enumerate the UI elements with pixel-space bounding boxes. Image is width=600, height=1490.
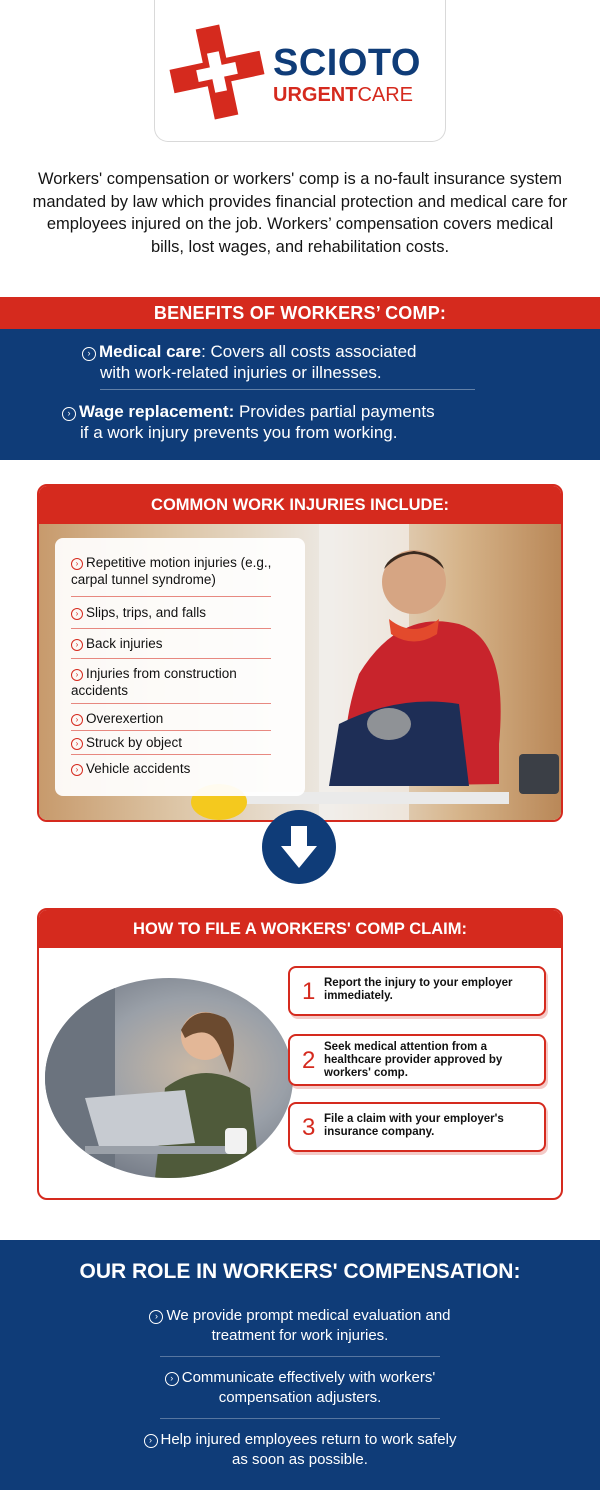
list-item: › Vehicle accidents <box>71 760 296 777</box>
medical-cross-icon <box>167 22 267 122</box>
divider <box>71 730 271 731</box>
injuries-card <box>37 484 563 822</box>
list-item: › Slips, trips, and falls <box>71 604 296 621</box>
divider <box>71 658 271 659</box>
injuries-list <box>55 538 305 796</box>
chevron-circle-icon: › <box>71 764 83 776</box>
chevron-circle-icon: › <box>165 1372 179 1386</box>
logo-name: SCIOTO <box>273 42 421 84</box>
chevron-circle-icon: › <box>82 347 96 361</box>
our-role-section <box>0 1240 600 1490</box>
down-arrow-icon <box>262 810 336 884</box>
list-item: › Communicate effectively with workers' compensation adjusters. <box>0 1368 600 1408</box>
claim-step-1: 1 Report the injury to your employer immediately. <box>288 966 546 1016</box>
divider <box>71 754 271 755</box>
list-item: › Injuries from construction accidents <box>71 666 237 698</box>
list-item: › Repetitive motion injuries (e.g., carpal tunnel syndrome) <box>71 555 272 587</box>
divider <box>160 1356 440 1357</box>
logo-subtitle: URGENTCARE <box>273 84 414 106</box>
divider <box>100 389 475 390</box>
list-item: › Back injuries <box>71 635 296 652</box>
benefits-heading: BENEFITS OF WORKERS’ COMP: <box>0 297 600 329</box>
divider <box>71 596 271 597</box>
list-item: › Help injured employees return to work safely as soon as possible. <box>0 1430 600 1470</box>
chevron-circle-icon: › <box>144 1434 158 1448</box>
list-item: › We provide prompt medical evaluation and treatment for work injuries. <box>0 1306 600 1346</box>
chevron-circle-icon: › <box>71 669 83 681</box>
chevron-circle-icon: › <box>71 608 83 620</box>
benefit-medical-care: › Medical care: Covers all costs associated with work-related injuries or illnesses. <box>82 341 502 383</box>
divider <box>160 1418 440 1419</box>
chevron-circle-icon: › <box>71 558 83 570</box>
chevron-circle-icon: › <box>62 407 76 421</box>
list-item: › Overexertion <box>71 710 296 727</box>
chevron-circle-icon: › <box>71 738 83 750</box>
benefit-wage-replacement: › Wage replacement: Provides partial payments if a work injury prevents you from working. <box>62 401 532 443</box>
claim-step-3: 3 File a claim with your employer's insurance company. <box>288 1102 546 1152</box>
chevron-circle-icon: › <box>149 1310 163 1324</box>
logo <box>154 0 446 142</box>
chevron-circle-icon: › <box>71 714 83 726</box>
chevron-circle-icon: › <box>71 639 83 651</box>
claim-step-2: 2 Seek medical attention from a healthcare provider approved by workers' comp. <box>288 1034 546 1086</box>
claim-card <box>37 908 563 1200</box>
benefits-panel <box>0 329 600 460</box>
divider <box>71 703 271 704</box>
injuries-heading: COMMON WORK INJURIES INCLUDE: <box>39 486 561 524</box>
intro-paragraph: Workers' compensation or workers' comp is a no-fault insurance system mandated by law which provides financial protection and medical care for employees injured on the job. Workers’ compensation covers medical bills, lost wages, and rehabilitation costs. <box>32 170 568 256</box>
role-heading: OUR ROLE IN WORKERS' COMPENSATION: <box>79 1260 521 1283</box>
claim-heading: HOW TO FILE A WORKERS' COMP CLAIM: <box>39 910 561 948</box>
list-item: › Struck by object <box>71 734 296 751</box>
divider <box>71 628 271 629</box>
woman-laptop-photo <box>45 978 293 1178</box>
